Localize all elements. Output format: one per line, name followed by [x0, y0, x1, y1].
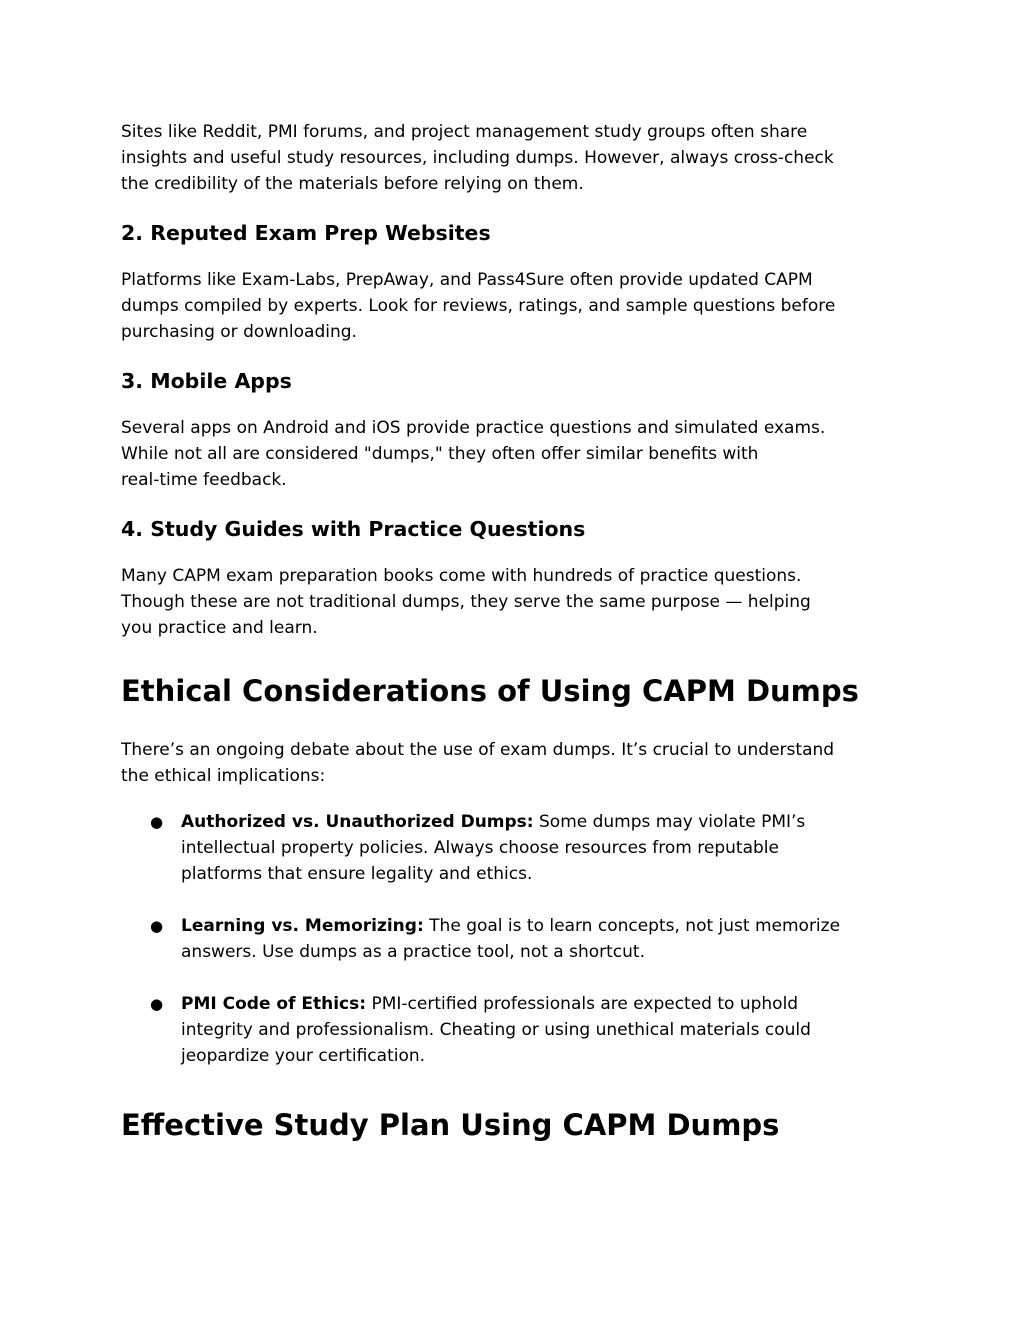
- bullet-1-bold: Authorized vs. Unauthorized Dumps:: [181, 812, 534, 832]
- bullet-3-line-2: integrity and professionalism. Cheating or using unethical materials could: [181, 1020, 811, 1040]
- bullet-2-bold: Learning vs. Memorizing:: [181, 916, 424, 936]
- bullet-2-line-2: answers. Use dumps as a practice tool, not a shortcut.: [181, 942, 645, 962]
- bullet-3-bold: PMI Code of Ethics:: [181, 994, 367, 1014]
- section-2-line-1: Platforms like Exam-Labs, PrepAway, and Pass4Sure often provide updated CAPM: [121, 270, 813, 290]
- section-3-line-2: While not all are considered "dumps," they often offer similar benefits with: [121, 444, 759, 464]
- bullet-3-line-1: PMI-certified professionals are expected to uphold: [366, 994, 799, 1014]
- document-page: [121, 119, 911, 1145]
- bullet-1-line-1: Some dumps may violate PMI’s: [533, 812, 806, 832]
- bullet-3-line-3: jeopardize your certification.: [181, 1046, 426, 1066]
- ethics-intro-line-1: There’s an ongoing debate about the use of exam dumps. It’s crucial to understand: [121, 740, 835, 760]
- list-item: [121, 913, 911, 965]
- section-4-heading: 4. Study Guides with Practice Questions: [121, 517, 586, 541]
- section-3-line-3: real-time feedback.: [121, 470, 287, 490]
- section-2-line-2: dumps compiled by experts. Look for reviews, ratings, and sample questions before: [121, 296, 836, 316]
- ethics-bullet-list: [121, 809, 911, 1069]
- ethics-heading: Ethical Considerations of Using CAPM Dumps: [121, 674, 859, 708]
- ethics-intro-paragraph: [121, 737, 911, 789]
- intro-paragraph: [121, 119, 911, 197]
- intro-line-2: insights and useful study resources, including dumps. However, always cross-check: [121, 148, 834, 168]
- section-3-paragraph: [121, 415, 911, 493]
- section-3-heading: 3. Mobile Apps: [121, 369, 292, 393]
- ethics-intro-line-2: the ethical implications:: [121, 766, 326, 786]
- bullet-dot-icon: ●: [150, 813, 164, 831]
- section-2-heading: 2. Reputed Exam Prep Websites: [121, 221, 491, 245]
- section-3-line-1: Several apps on Android and iOS provide practice questions and simulated exams.: [121, 418, 826, 438]
- bullet-1-line-3: platforms that ensure legality and ethics.: [181, 864, 533, 884]
- bullet-dot-icon: ●: [150, 995, 164, 1013]
- section-4-line-3: you practice and learn.: [121, 618, 318, 638]
- section-4-line-1: Many CAPM exam preparation books come with hundreds of practice questions.: [121, 566, 802, 586]
- study-plan-heading: Effective Study Plan Using CAPM Dumps: [121, 1108, 780, 1142]
- intro-line-1: Sites like Reddit, PMI forums, and project management study groups often share: [121, 122, 808, 142]
- intro-line-3: the credibility of the materials before relying on them.: [121, 174, 584, 194]
- bullet-dot-icon: ●: [150, 917, 164, 935]
- bullet-1-line-2: intellectual property policies. Always choose resources from reputable: [181, 838, 779, 858]
- section-4-paragraph: [121, 563, 911, 641]
- section-2-paragraph: [121, 267, 911, 345]
- bullet-2-line-1: The goal is to learn concepts, not just memorize: [423, 916, 841, 936]
- section-2-line-3: purchasing or downloading.: [121, 322, 357, 342]
- list-item: [121, 809, 911, 887]
- list-item: [121, 991, 911, 1069]
- section-4-line-2: Though these are not traditional dumps, they serve the same purpose — helping: [121, 592, 811, 612]
